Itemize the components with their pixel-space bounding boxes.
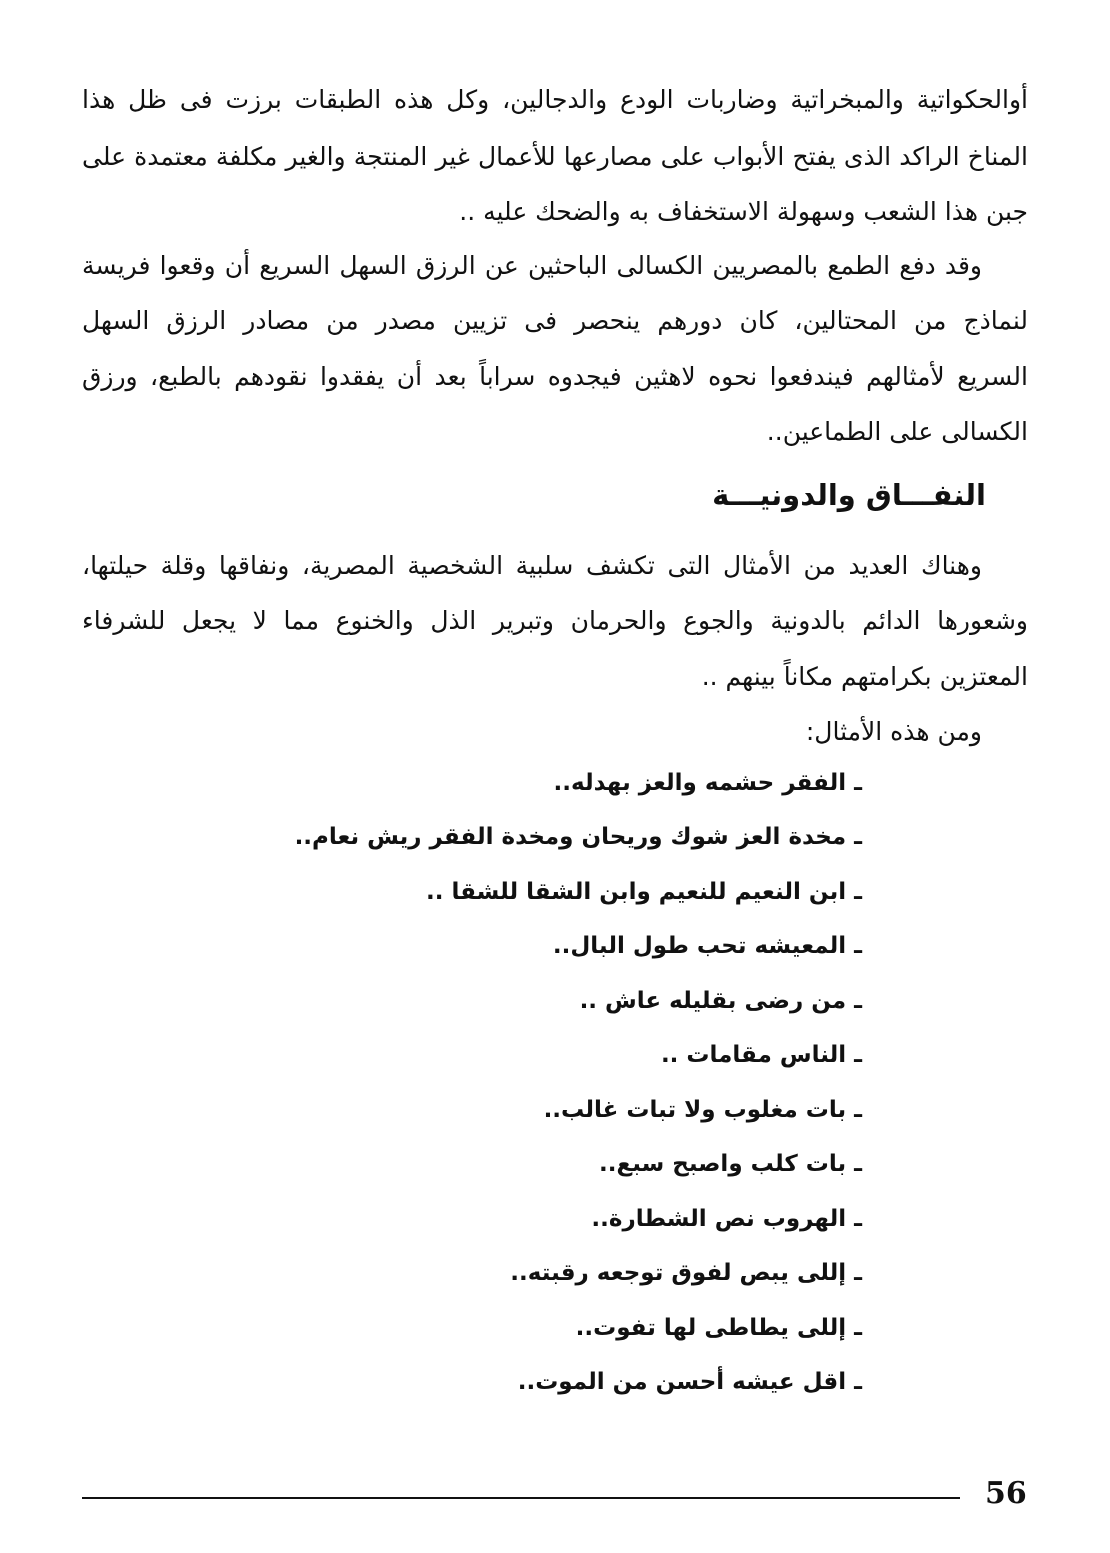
body-line: المعتزين بكرامتهم مكاناً بينهم .. bbox=[701, 662, 1028, 691]
proverb-item: ـ بات مغلوب ولا تبات غالب.. bbox=[543, 1097, 862, 1123]
body-line: جبن هذا الشعب وسهولة الاستخفاف به والضحك عليه .. bbox=[459, 197, 1028, 226]
proverb-item: ـ إللى يطاطى لها تفوت.. bbox=[575, 1315, 862, 1341]
proverb-item: ـ المعيشه تحب طول البال.. bbox=[552, 933, 862, 959]
proverb-item: ـ اقل عيشه أحسن من الموت.. bbox=[517, 1369, 862, 1395]
proverb-item: ـ مخدة العز شوك وريحان ومخدة الفقر ريش نعام.. bbox=[294, 824, 862, 850]
body-line: أوالحكواتية والمبخراتية وضاربات الودع والدجالين، وكل هذه الطبقات برزت فى ظل هذا bbox=[82, 85, 1028, 114]
body-line: الكسالى على الطماعين.. bbox=[766, 417, 1028, 446]
proverb-item: ـ بات كلب واصبح سبع.. bbox=[599, 1151, 862, 1177]
proverbs-intro: ومن هذه الأمثال: bbox=[805, 717, 982, 746]
proverb-item: ـ من رضى بقليله عاش .. bbox=[579, 988, 862, 1014]
proverb-item: ـ الناس مقامات .. bbox=[660, 1042, 862, 1068]
proverb-item: ـ الهروب نص الشطارة.. bbox=[591, 1206, 862, 1232]
proverb-item: ـ إللى يبص لفوق توجعه رقبته.. bbox=[510, 1260, 862, 1286]
page-number: 56 bbox=[985, 1476, 1027, 1511]
body-line: وهناك العديد من الأمثال التى تكشف سلبية الشخصية المصرية، ونفاقها وقلة حيلتها، bbox=[82, 551, 982, 580]
body-line: وقد دفع الطمع بالمصريين الكسالى الباحثين عن الرزق السهل السريع أن وقعوا فريسة bbox=[82, 251, 982, 280]
proverb-item: ـ الفقر حشمه والعز بهدله.. bbox=[553, 770, 862, 796]
body-line: السريع لأمثالهم فيندفعوا نحوه لاهثين فيجدوه سراباً بعد أن يفقدوا نقودهم بالطبع، ورزق bbox=[82, 362, 1028, 391]
proverb-item: ـ ابن النعيم للنعيم وابن الشقا للشقا .. bbox=[426, 879, 862, 905]
section-heading: النفـــاق والدونيـــة bbox=[712, 478, 986, 512]
body-line: لنماذج من المحتالين، كان دورهم ينحصر فى تزيين مصدر من مصادر الرزق السهل bbox=[82, 306, 1028, 335]
body-line: وشعورها الدائم بالدونية والجوع والحرمان وتبرير الذل والخنوع مما لا يجعل للشرفاء bbox=[82, 606, 1028, 635]
footer-rule bbox=[82, 1497, 960, 1499]
body-line: المناخ الراكد الذى يفتح الأبواب على مصارعها للأعمال غير المنتجة والغير مكلفة معتمدة على bbox=[82, 142, 1028, 171]
